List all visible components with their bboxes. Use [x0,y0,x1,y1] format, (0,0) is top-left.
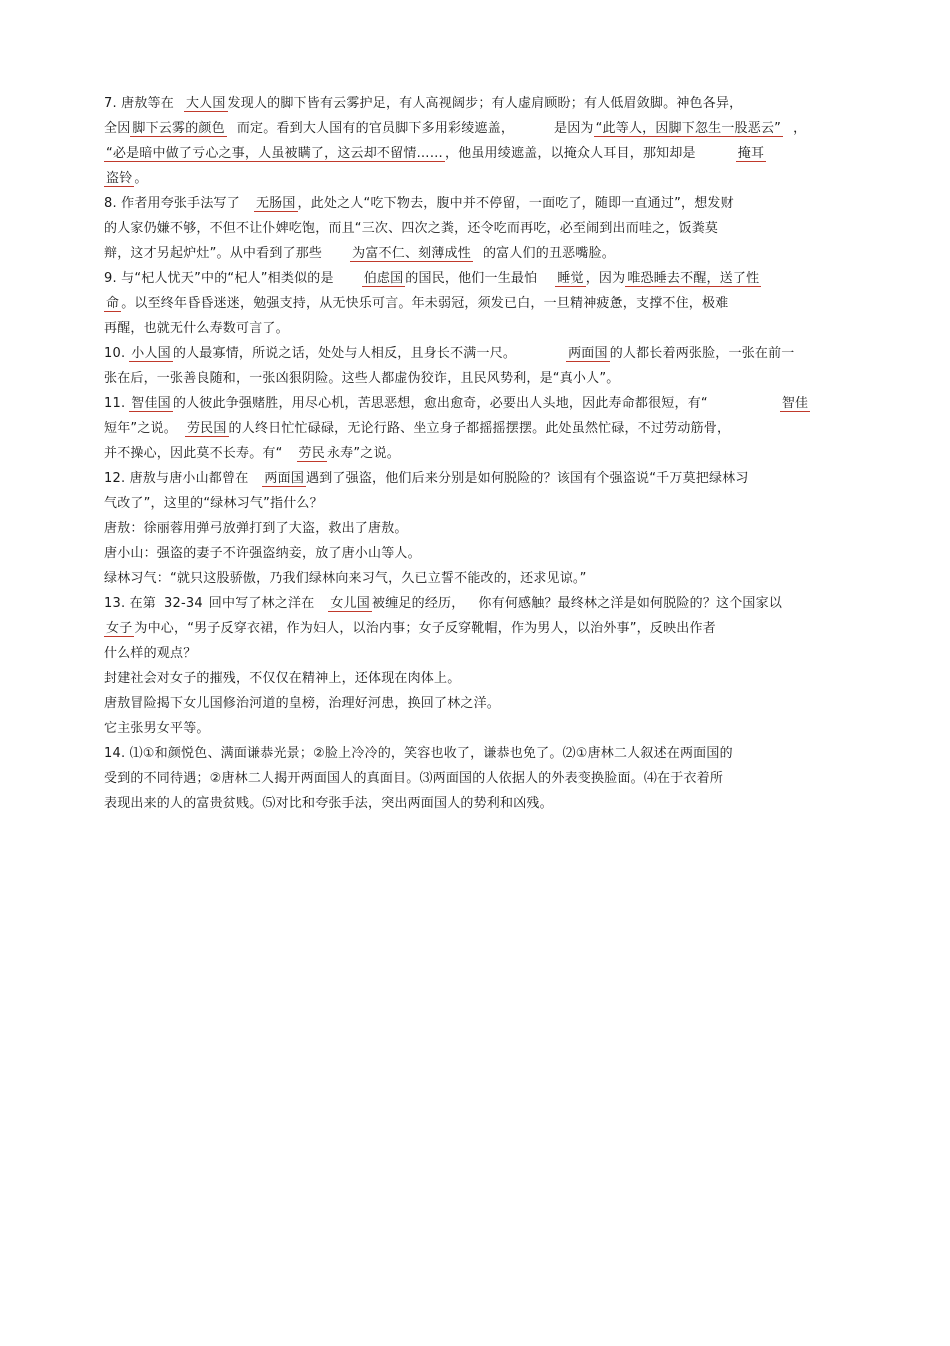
q10-line-2 [104,370,619,388]
q13-line-2 [104,620,716,638]
answer-blank: 劳民 [298,446,325,461]
text: 唐小山：强盗的妻子不许强盗纳妾，放了唐小山等人。 [104,546,421,561]
q13-line-1 [104,595,782,613]
text: 的人最寡情，所说之话，处处与人相反，且身长不满一尺。 [172,346,517,361]
text: 11. [104,396,126,411]
q11-line-1 [104,395,810,413]
text: 再醒，也就无什么寿数可言了。 [104,321,289,336]
q7-line-3 [104,145,766,163]
answer-blank: 睡觉 [557,271,584,286]
q12-answer-3 [104,570,587,588]
text: 表现出来的人的富贵贫贱。⑸对比和夸张手法，突出两面国人的势利和凶残。 [104,796,553,811]
q12-answer-1 [104,520,408,538]
text: 永寿”之说。 [326,446,400,461]
text: 8. 作者用夸张手法写了 [104,196,240,211]
q7-line-1 [104,95,742,113]
q11-line-3 [104,445,400,463]
text: 7. 唐敖等在 [104,96,174,111]
text: 32-34 [164,596,203,611]
q10-line-1 [104,345,795,363]
q9-line-3 [104,320,289,338]
q8-line-2 [104,220,718,238]
text: 。 [134,171,148,186]
q14-line-3 [104,795,553,813]
answer-blank: 唯恐睡去不醒，送了性 [627,271,760,286]
answer-blank: “必是暗中做了亏心之事，人虽被瞒了，这云却不留情…… [106,146,443,161]
text: 的富人们的丑恶嘴脸。 [482,246,615,261]
q11-line-2 [104,420,730,438]
answer-blank: 智佳 [781,396,809,411]
text: 10. [104,346,126,361]
text: 你有何感触？最终林之洋是如何脱险的？这个国家以 [478,596,783,611]
text: 唐敖冒险揭下女儿国修治河道的皇榜，治理好河患，换回了林之洋。 [104,696,501,711]
q8-line-1 [104,195,734,213]
q7-line-2 [104,120,806,138]
q13-answer-2 [104,695,500,713]
text: ， [793,121,807,136]
text: 张在后，一张善良随和，一张凶狠阴险。这些人都虚伪狡诈，且民风势利，是“真小人”。 [104,371,620,386]
text: 气改了”，这里的“绿林习气”指什么？ [104,496,323,511]
text: 而定。看到大人国有的官员脚下多用彩绫遮盖， [236,121,515,136]
text: 为中心，“男子反穿衣裙，作为妇人，以治内事；女子反穿靴帽，作为男人，以治外事”，反映出作者 [134,621,716,636]
text: 13. 在第 [104,596,157,611]
answer-blank: 为富不仁、刻薄成性 [352,246,471,261]
q9-line-2 [104,295,728,313]
text: 封建社会对女子的摧残，不仅仅在精神上，还体现在肉体上。 [104,671,461,686]
answer-blank: 女子 [106,621,133,636]
text: 的人彼此争强赌胜，用尽心机，苦思恶想，愈出愈奇，必要出人头地，因此寿命都很短，有“ [172,396,708,411]
answer-blank: 无肠国 [255,196,296,211]
text: 9. 与“杞人忧天”中的“杞人”相类似的是 [104,271,334,286]
text: 辩，这才另起炉灶”。从中看到了那些 [104,246,323,261]
text: 被缠足的经历， [372,596,465,611]
text: 绿林习气：“就只这股骄傲，乃我们绿林向来习气，久已立誓不能改的，还求见谅。” [104,571,587,586]
q9-line-1 [104,270,761,288]
text: 12. 唐敖与唐小山都曾在 [104,471,249,486]
text: 受到的不同待遇；②唐林二人揭开两面国人的真面目。⑶两面国的人依据人的外表变换脸面。⑷在于衣着所 [104,771,724,786]
text: 发现人的脚下皆有云雾护足，有人高视阔步；有人虚肩顾盼；有人低眉敛脚。神色各异， [227,96,743,111]
text: 的人家仍嫌不够，不但不让仆婢吃饱，而且“三次、四次之粪，还令吃而再吃，必至闹到出而哇之，饭粪莫 [104,221,719,236]
text: 14. ⑴①和颜悦色、满面谦恭光景；②脸上冷冷的，笑容也收了，谦恭也免了。⑵①唐林二人叙述在两面国的 [104,746,733,761]
answer-blank: 掩耳 [737,146,765,161]
q14-line-2 [104,770,723,788]
text: 回中写了林之洋在 [208,596,315,611]
answer-blank: 两面国 [264,471,305,486]
q12-line-1 [104,470,749,488]
answer-blank: “此等人，因脚下忽生一股恶云” [595,121,782,136]
text: 它主张男女平等。 [104,721,210,736]
text: 的人终日忙忙碌碌，无论行路、坐立身子都摇摇摆摆。此处虽然忙碌，不过劳动筋骨， [228,421,731,436]
q12-line-2 [104,495,323,513]
text: 是因为 [554,121,594,136]
text: 遇到了强盗，他们后来分别是如何脱险的？该国有个强盗说“千万莫把绿林习 [306,471,749,486]
q13-line-3 [104,645,196,663]
q8-line-3 [104,245,615,263]
answer-blank: 小人国 [131,346,171,361]
text: ，此处之人“吃下物去，腹中并不停留，一面吃了，随即一直通过”，想发财 [297,196,734,211]
answer-blank: 劳民国 [186,421,227,436]
answer-blank: 脚下云雾的颜色 [132,121,225,136]
answer-blank: 大人国 [185,96,226,111]
answer-blank: 伯虑国 [363,271,404,286]
text: 的国民，他们一生最怕 [405,271,538,286]
text: 唐敖：徐丽蓉用弹弓放弹打到了大盗，救出了唐敖。 [104,521,408,536]
q13-answer-1 [104,670,460,688]
text: 的人都长着两张脸，一张在前一 [609,346,795,361]
q13-answer-3 [104,720,210,738]
text: 什么样的观点？ [104,646,197,661]
q14-line-1 [104,745,733,763]
text: 并不操心，因此莫不长寿。有“ [104,446,283,461]
text: ，他虽用绫遮盖，以掩众人耳目，那知却是 [444,146,696,161]
answer-blank: 智佳国 [131,396,171,411]
q7-line-4 [104,170,148,188]
text: 。以至终年昏昏迷迷，勉强支持，从无快乐可言。年未弱冠，须发已白，一旦精神疲惫，支撑不住，极难 [121,296,729,311]
answer-blank: 两面国 [568,346,608,361]
answer-blank: 命 [106,296,120,311]
text: ，因为 [585,271,626,286]
q12-answer-2 [104,545,421,563]
text: 全因 [104,121,131,136]
answer-blank: 盗铃 [106,171,133,186]
text: 短年”之说。 [104,421,177,436]
answer-blank: 女儿国 [330,596,371,611]
